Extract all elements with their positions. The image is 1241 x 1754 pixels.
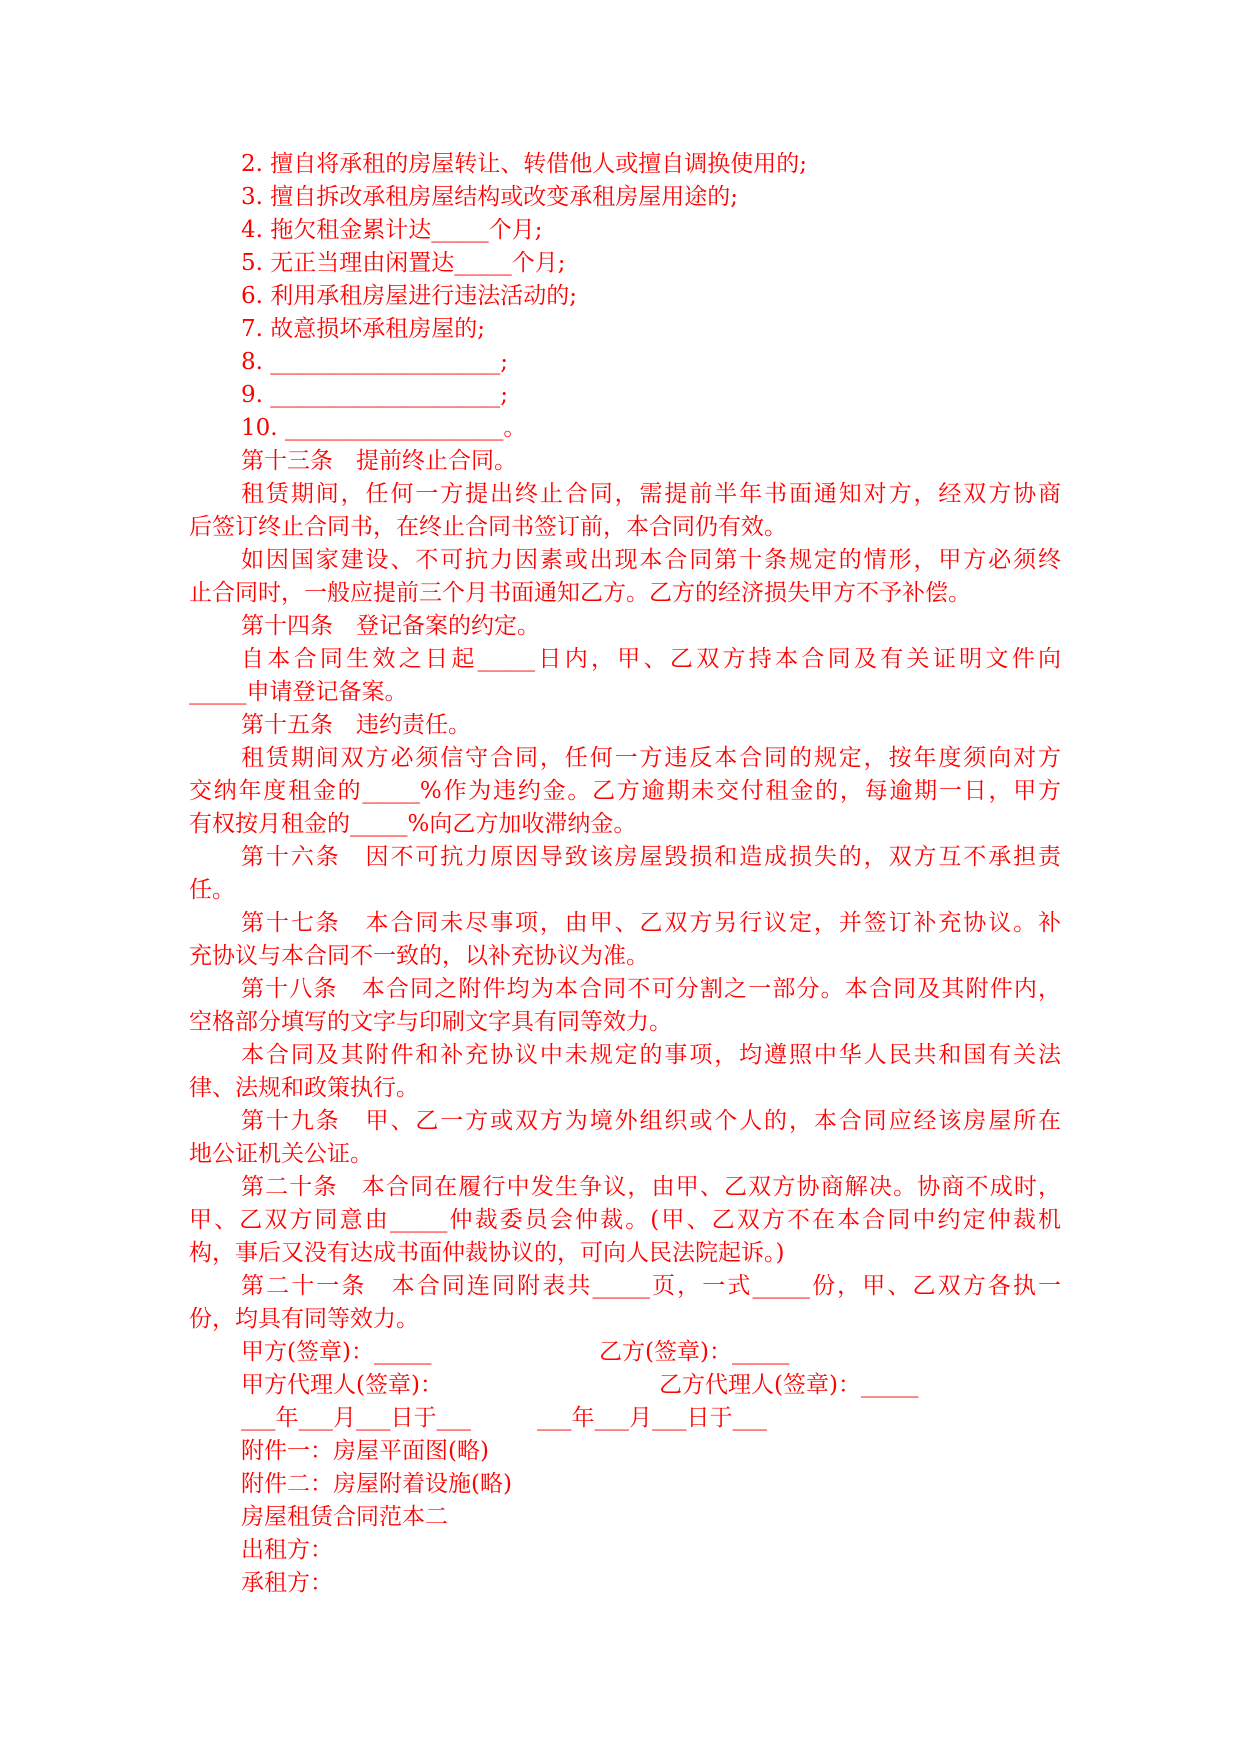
article-15-heading: 第十五条 违约责任。	[241, 712, 471, 738]
paragraph-line: 地公证机关公证。	[189, 1141, 373, 1167]
article-17: 第十七条 本合同未尽事项，由甲、乙双方另行议定，并签订补充协议。补	[241, 910, 1061, 936]
party-b-date: ___年___月___日于___	[537, 1405, 767, 1431]
clause-item-6: 6. 利用承租房屋进行违法活动的;	[241, 283, 578, 309]
paragraph-line: 充协议与本合同不一致的，以补充协议为准。	[189, 943, 649, 969]
article-16: 第十六条 因不可抗力原因导致该房屋毁损和造成损失的，双方互不承担责	[241, 844, 1061, 870]
attachment-one: 附件一：房屋平面图(略)	[241, 1438, 489, 1464]
article-20: 第二十条 本合同在履行中发生争议，由甲、乙双方协商解决。协商不成时，	[241, 1174, 1061, 1200]
clause-item-4: 4. 拖欠租金累计达_____个月;	[241, 217, 543, 243]
article-21: 第二十一条 本合同连同附表共_____页，一式_____份，甲、乙双方各执一	[241, 1273, 1061, 1299]
paragraph-line: 律、法规和政策执行。	[189, 1075, 419, 1101]
paragraph-line: 交纳年度租金的_____%作为违约金。乙方逾期未交付租金的，每逾期一日，甲方	[189, 778, 1061, 804]
paragraph-line: 自本合同生效之日起_____日内，甲、乙双方持本合同及有关证明文件向	[241, 646, 1061, 672]
clause-item-5: 5. 无正当理由闲置达_____个月;	[241, 250, 566, 276]
contract-text	[189, 148, 1061, 1600]
paragraph-line: 后签订终止合同书，在终止合同书签订前，本合同仍有效。	[189, 514, 787, 540]
paragraph-line: 份，均具有同等效力。	[189, 1306, 419, 1332]
agent-signature-row	[189, 1369, 1061, 1402]
paragraph-line: 甲、乙双方同意由_____仲裁委员会仲裁。(甲、乙双方不在本合同中约定仲裁机	[189, 1207, 1061, 1233]
attachment-two: 附件二：房屋附着设施(略)	[241, 1471, 512, 1497]
template-two-title: 房屋租赁合同范本二	[241, 1504, 448, 1530]
clause-item-3: 3. 擅自拆改承租房屋结构或改变承租房屋用途的;	[241, 184, 739, 210]
paragraph-line: 租赁期间，任何一方提出终止合同，需提前半年书面通知对方，经双方协商	[241, 481, 1061, 507]
clause-item-7: 7. 故意损坏承租房屋的;	[241, 316, 486, 342]
paragraph-line: 构，事后又没有达成书面仲裁协议的，可向人民法院起诉。)	[189, 1240, 785, 1266]
clause-item-2: 2. 擅自将承租的房屋转让、转借他人或擅自调换使用的;	[241, 151, 808, 177]
article-13-heading: 第十三条 提前终止合同。	[241, 448, 517, 474]
paragraph-line: 本合同及其附件和补充协议中未规定的事项，均遵照中华人民共和国有关法	[241, 1042, 1061, 1068]
lessee-label: 承租方：	[241, 1570, 333, 1596]
signature-row	[189, 1336, 1061, 1369]
article-18: 第十八条 本合同之附件均为本合同不可分割之一部分。本合同及其附件内，	[241, 976, 1061, 1002]
clause-item-10: 10. ___________________。	[241, 415, 527, 441]
clause-item-9: 9. ____________________;	[241, 382, 509, 408]
paragraph-line: 租赁期间双方必须信守合同，任何一方违反本合同的规定，按年度须向对方	[241, 745, 1061, 771]
party-a-agent-signature: 甲方代理人(签章)：	[241, 1372, 443, 1398]
party-b-agent-signature: 乙方代理人(签章)：_____	[659, 1372, 919, 1398]
paragraph-line: 有权按月租金的_____%向乙方加收滞纳金。	[189, 811, 637, 837]
paragraph-line: 如因国家建设、不可抗力因素或出现本合同第十条规定的情形，甲方必须终	[241, 547, 1061, 573]
party-b-signature: 乙方(签章)：_____	[599, 1339, 790, 1365]
paragraph-line: 空格部分填写的文字与印刷文字具有同等效力。	[189, 1009, 672, 1035]
paragraph-line: 止合同时，一般应提前三个月书面通知乙方。乙方的经济损失甲方不予补偿。	[189, 580, 971, 606]
date-row	[189, 1402, 1061, 1435]
paragraph-line: _____申请登记备案。	[189, 679, 408, 705]
clause-item-8: 8. ____________________;	[241, 349, 509, 375]
paragraph-line: 任。	[189, 877, 235, 903]
party-a-date: ___年___月___日于___	[241, 1405, 471, 1431]
party-a-signature: 甲方(签章)：_____	[241, 1339, 432, 1365]
lessor-label: 出租方：	[241, 1537, 333, 1563]
article-19: 第十九条 甲、乙一方或双方为境外组织或个人的，本合同应经该房屋所在	[241, 1108, 1061, 1134]
article-14-heading: 第十四条 登记备案的约定。	[241, 613, 540, 639]
